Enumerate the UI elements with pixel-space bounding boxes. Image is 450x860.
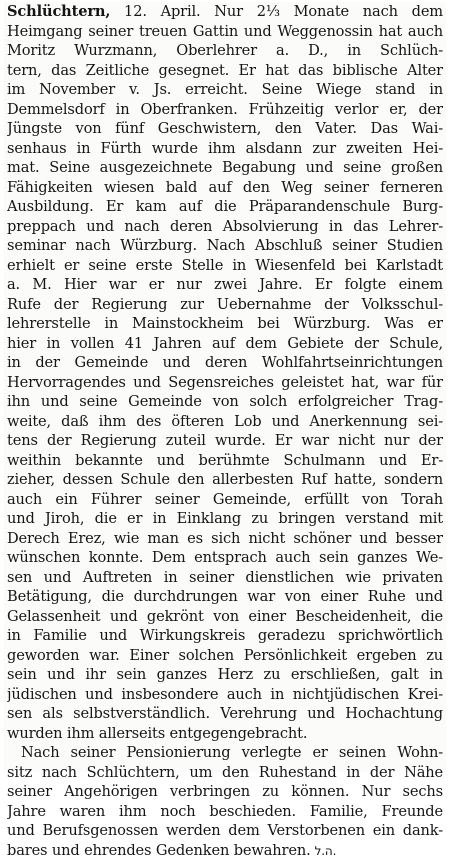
- text-line: Demmelsdorf in Oberfranken. Frühzeitig verlor er, der: [7, 100, 443, 120]
- text-line: seminar nach Würzburg. Nach Abschluß seiner Studien: [7, 236, 443, 256]
- text-line: im November v. Js. erreicht. Seine Wiege stand in: [7, 80, 443, 100]
- text-line: senhaus in Fürth wurde ihm alsdann zur zweiten Hei-: [7, 139, 443, 159]
- text-line: ihn und seine Gemeinde von solch erfolgreicher Trag-: [7, 392, 443, 412]
- text-line: Fähigkeiten wiesen bald auf den Weg seiner ferneren: [7, 178, 443, 198]
- text-line: a. M. Hier war er nur zwei Jahre. Er folgte einem: [7, 275, 443, 295]
- text-line: weithin bekannte und berühmte Schulmann und Er-: [7, 451, 443, 471]
- hebrew-closing-mark: ה.ל.: [315, 844, 337, 858]
- text-line: sein und ihr sein ganzes Herz zu erschließen, galt in: [7, 665, 443, 685]
- text-line: Moritz Wurzmann, Oberlehrer a. D., in Schlüch-: [7, 41, 443, 61]
- text-line: sitz nach Schlüchtern, um den Ruhestand in der Nähe: [7, 763, 443, 783]
- text-line: tens der Regierung zuteil wurde. Er war nicht nur der: [7, 431, 443, 451]
- text-line: weite, daß ihm des öfteren Lob und Anerkennung sei-: [7, 412, 443, 432]
- text-line: sen und Auftreten in seiner dienstlichen wie privaten: [7, 568, 443, 588]
- text-line: Jahre waren ihm noch beschieden. Familie, Freunde: [7, 802, 443, 822]
- text-line: [7, 2, 443, 22]
- text-line: auch ein Führer seiner Gemeinde, erfüllt von Torah: [7, 490, 443, 510]
- text-line: Rufe der Regierung zur Uebernahme der Volksschul-: [7, 295, 443, 315]
- text-line: jüdischen und insbesondere auch in nichtjüdischen Krei-: [7, 685, 443, 705]
- text-line: tern, das Zeitliche gesegnet. Er hat das biblische Alter: [7, 61, 443, 81]
- text-line: wünschen konnte. Dem entsprach auch sein ganzes We-: [7, 548, 443, 568]
- text-line: Nach seiner Pensionierung verlegte er seinen Wohn-: [7, 743, 443, 763]
- text-line: Derech Erez, wie man es sich nicht schöner und besser: [7, 529, 443, 549]
- text-line: lehrerstelle in Mainstockheim bei Würzburg. Was er: [7, 314, 443, 334]
- text-line: wurden ihm allerseits entgegengebracht.: [7, 724, 443, 744]
- text-line: zieher, dessen Schule den allerbesten Ruf hatte, sondern: [7, 470, 443, 490]
- text-line: und Jiroh, die er in Einklang zu bringen verstand mit: [7, 509, 443, 529]
- text-line: erhielt er seine erste Stelle in Wiesenfeld bei Karlstadt: [7, 256, 443, 276]
- text-line: in der Gemeinde und deren Wohlfahrtseinrichtungen: [7, 353, 443, 373]
- text-line: Ausbildung. Er kam auf die Präparandenschule Burg-: [7, 197, 443, 217]
- newspaper-clipping: [4, 2, 446, 772]
- dateline-rest: 12. April. Nur 2⅓ Monate nach dem: [110, 3, 443, 20]
- text-line: geworden war. Einer solchen Persönlichkeit ergeben zu: [7, 646, 443, 666]
- text-line: mat. Seine ausgezeichnete Begabung und seine großen: [7, 158, 443, 178]
- text-line: in Familie und Wirkungskreis geradezu sprichwörtlich: [7, 626, 443, 646]
- text-line: und Berufsgenossen werden dem Verstorbenen ein dank-: [7, 821, 443, 841]
- text-line: seiner Angehörigen verbringen zu können. Nur sechs: [7, 782, 443, 802]
- closing-sentence: bares und ehrendes Gedenken bewahren.: [7, 842, 311, 859]
- text-line: Betätigung, die durchdrungen war von einer Ruhe und: [7, 587, 443, 607]
- text-line: sen als selbstverständlich. Verehrung und Hochachtung: [7, 704, 443, 724]
- text-line: Heimgang seiner treuen Gattin und Weggenossin hat auch: [7, 22, 443, 42]
- text-line: preppach und nach deren Absolvierung in das Lehrer-: [7, 217, 443, 237]
- obituary-text: [7, 2, 443, 860]
- text-line: [7, 841, 443, 860]
- text-line: Hervorragendes und Segensreiches geleistet hat, war für: [7, 373, 443, 393]
- text-line: hier in vollen 41 Jahren auf dem Gebiete der Schule,: [7, 334, 443, 354]
- dateline-place: Schlüchtern,: [7, 3, 110, 20]
- text-line: Gelassenheit und gekrönt von einer Bescheidenheit, die: [7, 607, 443, 627]
- text-line: Jüngste von fünf Geschwistern, den Vater. Das Wai-: [7, 119, 443, 139]
